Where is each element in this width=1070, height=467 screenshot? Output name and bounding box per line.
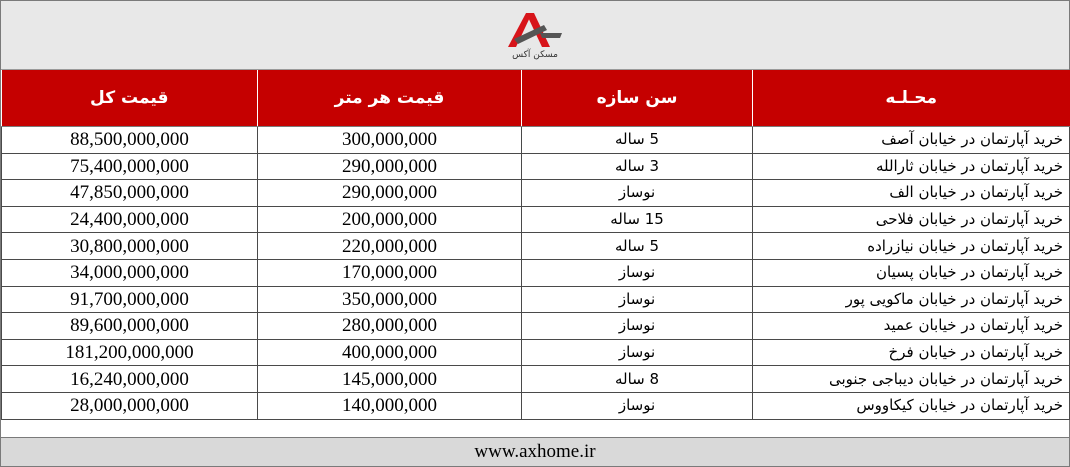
cell-total-price: 181,200,000,000 [2,339,258,366]
cell-total-price: 30,800,000,000 [2,233,258,260]
cell-building-age: نوساز [522,180,753,207]
table-row [2,233,1070,260]
cell-area: خرید آپارتمان در خیابان آصف [753,127,1070,154]
cell-total-price: 24,400,000,000 [2,206,258,233]
cell-building-age: نوساز [522,286,753,313]
cell-building-age: نوساز [522,313,753,340]
cell-total-price: 88,500,000,000 [2,127,258,154]
cell-area: خرید آپارتمان در خیابان کیکاووس [753,392,1070,419]
cell-building-age: 5 ساله [522,127,753,154]
cell-building-age: نوساز [522,259,753,286]
cell-price-per-meter: 140,000,000 [258,392,522,419]
table-header-row [2,70,1070,127]
cell-price-per-meter: 170,000,000 [258,259,522,286]
cell-total-price: 47,850,000,000 [2,180,258,207]
brand-logo-text: مسکن آکس [512,49,558,60]
cell-price-per-meter: 200,000,000 [258,206,522,233]
footer-bar [1,437,1069,466]
apartment-price-table [1,70,1070,420]
header-price-per-meter: قیمت هر متر [258,70,522,127]
axhome-a-logo-icon [504,11,566,49]
cell-building-age: نوساز [522,339,753,366]
cell-price-per-meter: 220,000,000 [258,233,522,260]
cell-total-price: 16,240,000,000 [2,366,258,393]
cell-building-age: 5 ساله [522,233,753,260]
cell-total-price: 89,600,000,000 [2,313,258,340]
table-row [2,313,1070,340]
cell-area: خرید آپارتمان در خیابان ماکویی پور [753,286,1070,313]
table-row [2,339,1070,366]
cell-area: خرید آپارتمان در خیابان فلاحی [753,206,1070,233]
cell-price-per-meter: 280,000,000 [258,313,522,340]
cell-price-per-meter: 350,000,000 [258,286,522,313]
cell-price-per-meter: 400,000,000 [258,339,522,366]
cell-price-per-meter: 145,000,000 [258,366,522,393]
cell-price-per-meter: 300,000,000 [258,127,522,154]
cell-area: خرید آپارتمان در خیابان عمید [753,313,1070,340]
cell-building-age: 8 ساله [522,366,753,393]
website-url: www.axhome.ir [474,441,596,462]
table-row [2,366,1070,393]
cell-area: خرید آپارتمان در خیابان پسیان [753,259,1070,286]
table-row [2,127,1070,154]
cell-area: خرید آپارتمان در خیابان الف [753,180,1070,207]
cell-area: خرید آپارتمان در خیابان فرخ [753,339,1070,366]
table-row [2,206,1070,233]
cell-price-per-meter: 290,000,000 [258,180,522,207]
brand-logo [504,11,566,60]
table-row [2,153,1070,180]
table-row [2,180,1070,207]
cell-area: خرید آپارتمان در خیابان نیازراده [753,233,1070,260]
table-row [2,392,1070,419]
cell-building-age: 3 ساله [522,153,753,180]
cell-building-age: نوساز [522,392,753,419]
cell-total-price: 28,000,000,000 [2,392,258,419]
cell-building-age: 15 ساله [522,206,753,233]
header-building-age: سن سازه [522,70,753,127]
header-area: محـلـه [753,70,1070,127]
table-row [2,286,1070,313]
table-row [2,259,1070,286]
cell-area: خرید آپارتمان در خیابان دیباجی جنوبی [753,366,1070,393]
cell-total-price: 75,400,000,000 [2,153,258,180]
cell-total-price: 34,000,000,000 [2,259,258,286]
cell-area: خرید آپارتمان در خیابان ثارالله [753,153,1070,180]
header-total-price: قیمت کل [2,70,258,127]
cell-total-price: 91,700,000,000 [2,286,258,313]
logo-bar [1,1,1069,70]
cell-price-per-meter: 290,000,000 [258,153,522,180]
